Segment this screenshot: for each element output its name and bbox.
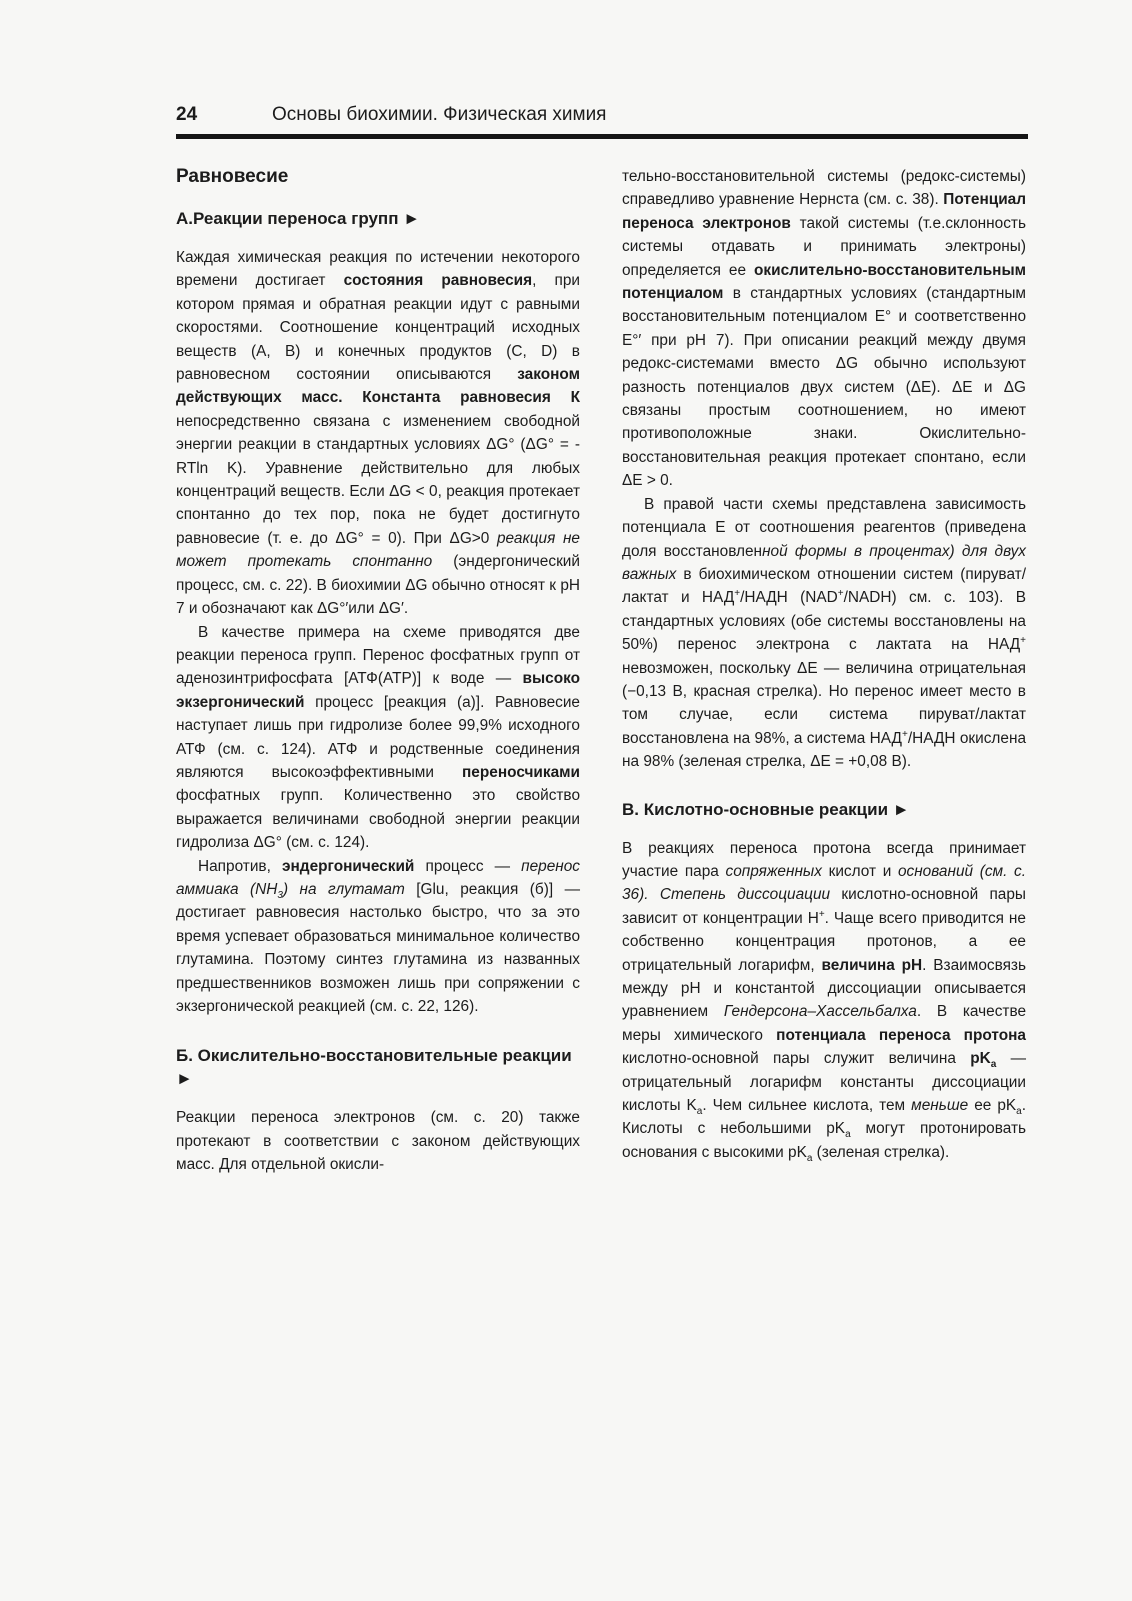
text-run: [Glu, реакция (б)] — достигает равновесия настолько быстро, что за это время успевает образоваться минимальное количество глутамина. Поэтому синтез глутамина из названных предшественников возможен лишь при сопряжении с экзергонической реакцией (см. с. 22, 126).: [176, 880, 580, 1015]
text-italic: оснований (см. с. 36). Степень диссоциации: [622, 862, 1026, 904]
text-run: кислотно-основной пары служит величина: [622, 1050, 971, 1068]
text-run: кислотно-основной пары зависит от концентрации H: [622, 886, 1026, 927]
text-run: — отрицательный логарифм константы диссоциации кислоты K: [622, 1050, 1026, 1115]
text-run: В реакциях переноса протона всегда принимает участие пара: [622, 839, 1026, 880]
text-run: (эндергонический процесс, см. с. 22). В биохимии ΔG обычно относят к pH 7 и обозначают как ΔG°′или ΔG′.: [176, 553, 580, 618]
subscript: a: [990, 1059, 997, 1071]
text-run: в стандартных условиях (стандартным восстановительным потенциалом E° и соответственно E°′ при pH 7). При описании реакций между двумя редокс-системами вместо ΔG обычно используют разность потенциалов двух систем (ΔE). ΔE и ΔG связаны простым соотношением, но имеют противоположные знаки. Окислительно-восстановительная реакция протекает спонтано, если ΔE > 0.: [622, 285, 1026, 490]
paragraph-redox-intro: Реакции переноса электронов (см. с. 20) также протекают в соответствии с законом действующих масс. Для отдельной окисли-: [176, 1109, 580, 1174]
subscript: 3: [277, 890, 283, 902]
term-pka: [970, 1050, 997, 1071]
term-redox-potential: окислительно-восстановительным потенциалом: [622, 261, 1026, 303]
subsection-b-title: [176, 1044, 580, 1090]
term-electron-transfer-potential: Потенциал переноса электронов: [622, 191, 1026, 232]
running-title: Основы биохимии. Физическая химия: [272, 104, 607, 125]
term-exergonic: высоко экзергонический: [176, 670, 580, 711]
text-run: фосфатных групп. Количественно это свойство выражается величинами свободной энергии реакции гидролиза ΔG° (см. с. 124).: [176, 787, 580, 852]
subsection-a-title-text: А.Реакции переноса групп: [176, 209, 399, 228]
text-italic: ной формы в процентах) для двух важных: [622, 542, 1026, 583]
term-mass-action-law: законом действующих масс. Константа равновесия К: [176, 366, 580, 407]
text-run: такой системы (т.е.склонность системы отдавать и принимать электроны) определяется ее: [622, 214, 1026, 279]
text-run: В правой части схемы представлена зависимость потенциала E от соотношения реагентов (приведена доля восстановлен: [622, 495, 1026, 560]
triangle-marker-icon: ►: [176, 1069, 193, 1089]
text-run: процесс —: [414, 857, 522, 875]
text-run: могут протонировать основания с высокими pK: [622, 1120, 1027, 1161]
paragraph-scheme-description: [622, 493, 1026, 774]
text-run: кислот и: [821, 862, 898, 880]
superscript: +: [1020, 635, 1026, 646]
text-run: , при котором прямая и обратная реакции идут с равными скоростями. Соотношение концентраций исходных веществ (А, В) и конечных продуктов (С, D) в равновесном состоянии описываются: [176, 272, 580, 384]
text-run: тельно-восстановительной системы (редокс-системы) справедливо уравнение Нернста (см. с. 38).: [622, 168, 1026, 209]
text-run: /НАДН окислена на 98% (зеленая стрелка, ΔE = +0,08 В).: [622, 729, 1027, 771]
text-run: . Взаимосвязь между pH и константой диссоциации описывается уравнением: [622, 956, 1026, 1021]
superscript: +: [818, 908, 825, 920]
text-run: . Чаще всего приводится не собственно концентрация протонов, а ее отрицательный логарифм,: [622, 909, 1026, 974]
text-run: Каждая химическая реакция по истечении некоторого времени достигает: [176, 249, 580, 290]
text-run: (зеленая стрелка).: [812, 1143, 950, 1161]
subsection-c-title: [622, 798, 1026, 821]
subscript: a: [1016, 1106, 1022, 1118]
text-run: . Кислоты с небольшими pK: [622, 1097, 1026, 1138]
section-title: Равновесие: [176, 166, 289, 187]
text-run: процесс [реакция (а)]. Равновесие наступает лишь при гидролизе более 99,9% исходного АТФ (см. с. 124). АТФ и родственные соединения являются высокоэффективными: [176, 693, 580, 781]
subsection-c-title-text: В. Кислотно-основные реакции: [622, 799, 889, 819]
text-italic: меньше: [911, 1097, 969, 1115]
text-run: перенос аммиака (NH: [176, 857, 580, 898]
term-carriers: переносчиками: [462, 763, 580, 781]
text-run: . В качестве меры химического: [622, 1003, 1027, 1044]
text-run: Напротив,: [198, 857, 282, 875]
right-column: [622, 165, 1026, 1164]
text-run: невозможен, поскольку ΔE — величина отрицательная (−0,13 В, красная стрелка). Но перенос имеет место в том случае, если система пируват/лактат восстановлена на 98%, а система НАД: [622, 659, 1026, 747]
text-run: /НАДН (NAD: [740, 589, 838, 607]
superscript: +: [901, 728, 908, 740]
paragraph-example: [176, 621, 580, 855]
text-run: pK: [970, 1050, 991, 1068]
text-run: /NADH) см. с. 103). В стандартных условиях (обе системы восстановлены на 50%) перенос электрона с лактата на НАД: [622, 589, 1026, 654]
term-ph: величина pH: [821, 956, 923, 974]
triangle-marker-icon: ►: [403, 209, 421, 228]
triangle-marker-icon: ►: [892, 799, 910, 819]
subscript: a: [696, 1106, 703, 1118]
text-italic: Гендерсона–Хассельбалха: [723, 1003, 917, 1021]
page-header: [176, 100, 1028, 139]
text-run: В качестве примера на схеме приводятся две реакции переноса групп. Перенос фосфатных групп от аденозинтрифосфата [АТФ(АТР)] к воде —: [176, 623, 580, 688]
superscript: +: [734, 588, 741, 600]
text-run: . Чем сильнее кислота, тем: [702, 1097, 912, 1115]
left-column: [176, 165, 580, 1177]
page-number: 24: [176, 104, 198, 125]
text-italic: сопряженных: [725, 862, 822, 880]
paragraph-equilibrium: [176, 246, 580, 621]
text-run: ее pK: [968, 1097, 1017, 1115]
term-equilibrium-state: состояния равновесия: [343, 272, 533, 290]
paragraph-acid-base: [622, 837, 1026, 1165]
superscript: +: [837, 588, 844, 600]
term-proton-transfer-potential: потенциала переноса протона: [776, 1026, 1026, 1044]
text-italic: реакция не может протекать спонтанно: [176, 529, 580, 571]
subscript: a: [845, 1129, 851, 1141]
text-run: ) на глутамат: [282, 880, 405, 898]
text-run: непосредственно связана с изменением свободной энергии реакции в стандартных условиях ΔG° (ΔG° = -RTln K). Уравнение действительно для любых концентраций веществ. Если ΔG < 0, реакция протекает спонтанно до тех пор, пока не будет достигнуто равновесие (т. е. до ΔG° = 0). При ΔG>0: [176, 412, 580, 547]
text-run: в биохимическом отношении систем (пируват/лактат и НАД: [622, 565, 1026, 607]
paragraph-endergonic: [176, 855, 580, 1019]
subsection-b-title-text: Б. Окислительно-восстановительные реакции: [176, 1046, 572, 1066]
term-endergonic: эндергонический: [282, 857, 415, 875]
subsection-a-title: [176, 207, 580, 230]
paragraph-redox-potential: [622, 165, 1026, 493]
subscript: a: [806, 1152, 813, 1164]
